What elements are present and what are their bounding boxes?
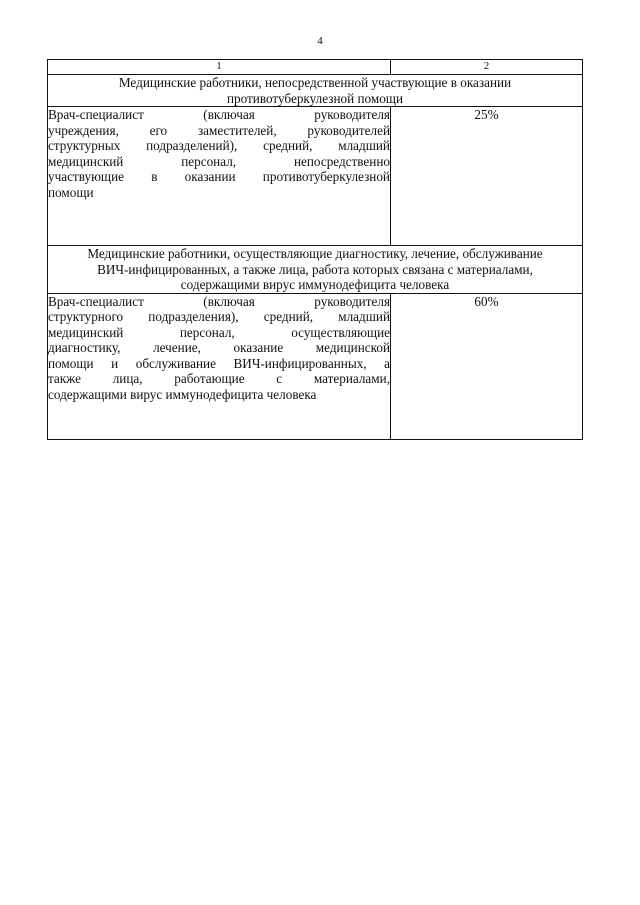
description-line: Врач-специалист (включая руководителя [48, 107, 390, 122]
column-number-2: 2 [391, 60, 583, 75]
section-heading-tuberculosis [48, 75, 583, 107]
description-line: также лица, работающие с материалами, [48, 371, 390, 386]
allowance-percent-hiv: 60% [391, 293, 583, 439]
page-number: 4 [317, 35, 323, 47]
table-row [48, 107, 583, 246]
description-line: участвующие в оказании противотуберкулезной [48, 169, 390, 184]
section-heading-row [48, 246, 583, 294]
heading-line: Медицинские работники, осуществляющие диагностику, лечение, обслуживание [87, 246, 543, 261]
description-line: помощи и обслуживание ВИЧ-инфицированных, а [48, 355, 390, 371]
description-line: диагностику, лечение, оказание медицинской [48, 340, 390, 355]
description-line: учреждения, его заместителей, руководителей [48, 122, 390, 138]
allowance-percent-tuberculosis: 25% [391, 107, 583, 246]
description-line: структурного подразделения), средний, младший [48, 309, 390, 324]
position-description-hiv [48, 293, 391, 439]
position-description-tuberculosis [48, 107, 391, 246]
description-line: помощи [48, 184, 94, 200]
heading-line: Медицинские работники, непосредственной участвующие в оказании [118, 75, 512, 90]
description-line: структурных подразделений), средний, младший [48, 138, 390, 153]
description-line: медицинский персонал, осуществляющие [48, 324, 390, 340]
section-heading-hiv [48, 246, 583, 294]
heading-line: содержащими вирус иммунодефицита человека [180, 277, 450, 292]
heading-line: ВИЧ-инфицированных, а также лица, работа которых связана с материалами, [97, 261, 533, 277]
table-row [48, 293, 583, 439]
allowance-table [47, 59, 583, 440]
description-line: медицинский персонал, непосредственно [48, 153, 390, 169]
description-line: Врач-специалист (включая руководителя [48, 293, 390, 309]
section-heading-row [48, 75, 583, 107]
column-number-1: 1 [48, 60, 391, 75]
table-header-row [48, 60, 583, 75]
description-line: содержащими вирус иммунодефицита человека [48, 386, 317, 402]
heading-line: противотуберкулезной помощи [226, 90, 404, 106]
